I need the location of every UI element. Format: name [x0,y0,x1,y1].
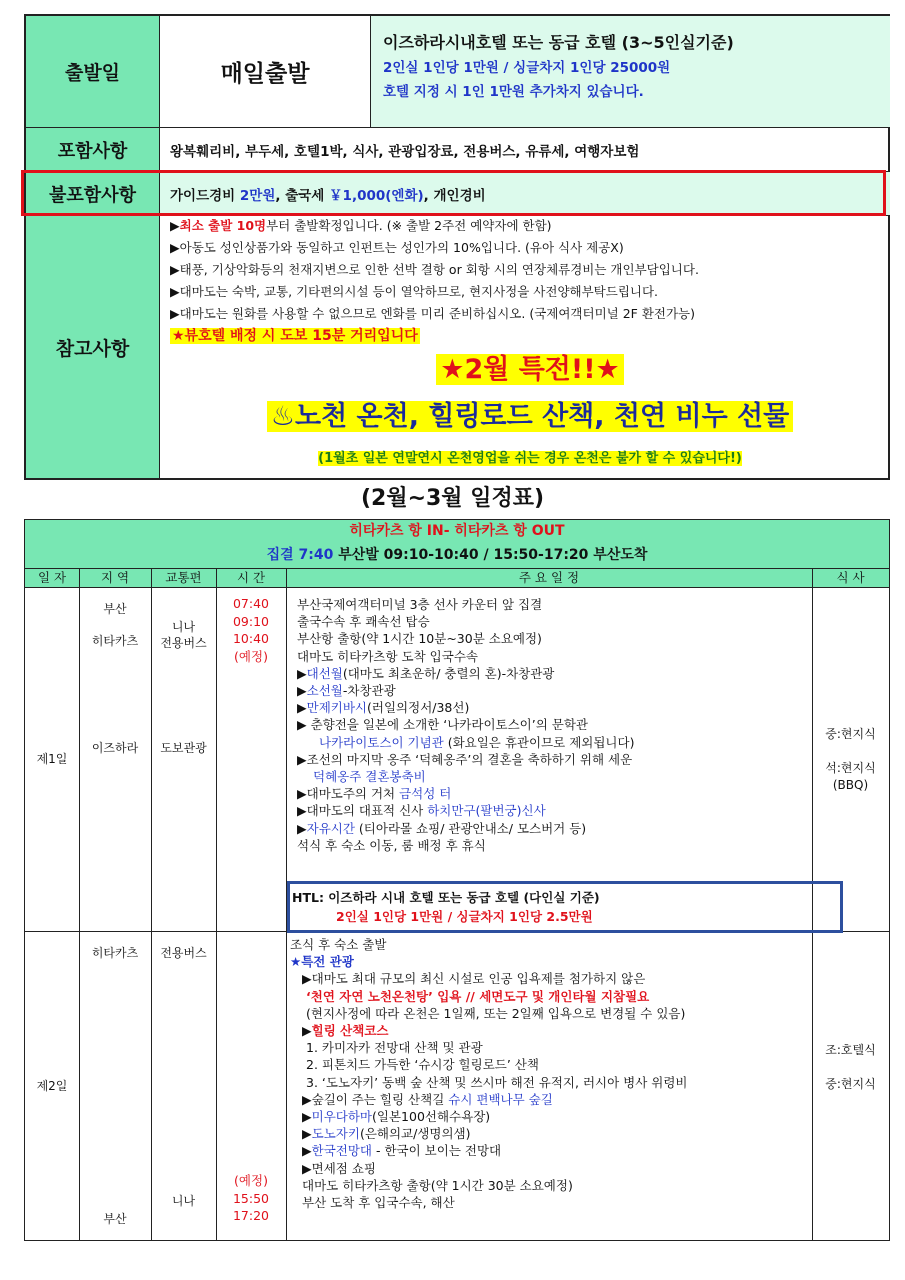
day1-line: ▶ 춘향전을 일본에 소개한 ‘나카라이토스이’의 문학관 [297,717,589,733]
day2-breakfast: 조:호텔식 [825,1043,876,1057]
day2-line: 대마도 히타카츠항 출항(약 1시간 30분 소요예정) [302,1177,573,1193]
day1-line: ▶대마도의 대표적 신사 하치만구(팔번궁)신사 [297,803,546,819]
day1-line: 부산국제여객터미널 3층 선사 카운터 앞 집결 [297,597,543,612]
day2-label: 제2일 [36,1079,68,1093]
day2-line: ▶대마도 최대 규모의 최신 시설로 인공 입욕제를 첨가하지 않은 [302,971,646,987]
day2-line: ▶힐링 산책코스 [302,1023,389,1039]
day1-dinner: 석:현지식 [825,761,876,775]
day2-line: (현지사정에 따라 온천은 1일째, 또는 2일째 입욕으로 변경될 수 있음) [306,1005,686,1021]
col-itinerary: 주 요 일 정 [518,570,580,585]
day2-itinerary [290,936,688,1211]
day2-line: 부산 도착 후 입국수속, 해산 [302,1195,455,1211]
schedule-table [24,519,890,1241]
day2-meals [812,1042,889,1093]
day1-line: ▶조선의 마지막 옹주 ‘덕혜옹주’의 결혼을 축하하기 위해 세운 [297,751,633,767]
day1-line: 석식 후 숙소 이동, 룸 배정 후 휴식 [297,837,486,853]
hotel-title: 이즈하라시내호텔 또는 동급 호텔 (3~5인실기준) [383,33,734,52]
day1-meals [812,726,889,794]
excluded-tax-amount: ￥1,000(엔화) [329,187,424,204]
note-weather: ▶태풍, 기상악화등의 천재지변으로 인한 선박 결항 or 회항 시의 연장체류경비는 개인부담입니다. [170,262,699,277]
day1-region-hitakatsu: 히타카츠 [91,634,139,648]
info-table [24,14,890,480]
col-meal: 식 사 [836,570,865,585]
day2-line: ▶도노자키(은해의교/생명의샘) [302,1126,471,1142]
day1-line: ▶소선월-차창관광 [297,683,396,699]
day2-line: 3. ‘도노자키’ 동백 숲 산책 및 쓰시마 해전 유적지, 러시아 병사 위령비 [306,1074,688,1090]
excluded-personal: , 개인경비 [423,187,486,204]
time-1720: 17:20 [232,1208,270,1223]
note-view-hotel: ★뷰호텔 배정 시 도보 15분 거리입니다 [172,328,418,344]
hotel-box-title: HTL: 이즈하라 시내 호텔 또는 동급 호텔 (다인실 기준) [292,890,600,905]
day1-line: ▶대마도주의 거처 금석성 터 [297,786,452,802]
meeting-info [25,544,889,566]
col-day: 일 자 [37,570,67,585]
day1-line: 부산항 출항(약 1시간 10분~30분 소요예정) [297,631,542,647]
day1-region-izuhara: 이즈하라 [91,741,139,755]
day2-line: 1. 카미자카 전망대 산책 및 관광 [306,1040,483,1056]
hotel-surcharge: 호텔 지정 시 1인 1만원 추가차지 있습니다. [383,84,644,100]
departure-label: 출발일 [26,16,160,128]
day2-region-busan: 부산 [103,1212,127,1226]
day1-transport-walk: 도보관광 [160,741,207,755]
day2-times [216,1172,286,1225]
notes-label: 참고사항 [26,216,160,478]
included-label: 포함사항 [26,128,160,172]
hotel-box-price: 2인실 1인당 1만원 / 싱글차지 1인당 2.5만원 [336,909,593,924]
day2-line: ★특전 관광 [290,954,354,970]
day1-transport-bus: 전용버스 [160,636,207,650]
day2-region-hitakatsu: 히타카츠 [91,946,139,960]
day1-lunch: 중:현지식 [825,727,876,741]
day2-line: ▶숲길이 주는 힐링 산책길 슈시 편백나무 숲길 [302,1091,553,1107]
day1-itinerary [297,596,634,854]
day1-line: ▶자유시간 (티아라몰 쇼핑/ 관광안내소/ 모스버거 등) [297,820,587,836]
excluded-label: 불포함사항 [26,172,160,216]
hotel-price: 2인실 1인당 1만원 / 싱글차지 1인당 25000원 [383,60,671,76]
time-1550: 15:50 [232,1190,270,1206]
day1-line: 나카라이토스이 기념관 (화요일은 휴관이므로 제외됩니다) [319,734,635,750]
time-estimate: (예정) [234,648,268,664]
day2-transport-nina: 니나 [171,1194,196,1208]
time-1040: 10:40 [232,631,270,646]
note-min-departure: ▶최소 출발 10명부터 출발확정입니다. (※ 출발 2주전 예약자에 한함) [170,218,552,233]
day1-line: 대마도 히타카츠항 도착 입국수속 [297,648,478,664]
notes-content [160,216,890,478]
day2-line: ▶미우다하마(일본100선해수욕장) [302,1109,491,1125]
hotel-box [287,881,843,933]
onsen-banner: ♨노천 온천, 힐링로드 산책, 천연 비누 선물 [267,401,793,432]
excluded-guide: 가이드경비 [170,187,240,204]
hotel-info [371,16,890,128]
day2-line: ▶면세점 쇼핑 [302,1160,376,1176]
day2-line: ▶한국전망대 - 한국이 보이는 전망대 [302,1143,502,1159]
excluded-guide-amount: 2만원 [239,187,276,204]
special-banner: ★2월 특전!!★ [436,354,623,385]
day2-line: 2. 피톤치드 가득한 ‘슈시강 힐링로드’ 산책 [306,1057,539,1073]
time-0910: 09:10 [232,613,270,629]
col-region: 지 역 [100,570,130,585]
note-min-highlight: 최소 출발 10명 [179,218,267,233]
route: 히타카츠 항 IN- 히타카츠 항 OUT [349,523,565,539]
day1-region-busan: 부산 [103,602,127,616]
day1-label: 제1일 [36,752,68,766]
onsen-note: (1월초 일본 연말연시 온천영업을 쉬는 경우 온천은 불가 할 수 있습니다!) [318,451,742,466]
day1-line: ▶대선월(대마도 최초운하/ 충렬의 혼)-차창관광 [297,665,555,681]
day1-transport-nina: 니나 [171,620,196,634]
departure-value: 매일출발 [160,16,371,128]
col-time: 시 간 [236,570,266,585]
included-value: 왕복훼리비, 부두세, 호텔1박, 식사, 관광입장료, 전용버스, 유류세, 여행자보험 [160,128,890,172]
day2-lunch: 중:현지식 [825,1077,876,1091]
excluded-highlight-box [21,170,886,216]
schedule-title: (2월~3월 일정표) [360,486,545,511]
day1-dinner-note: (BBQ) [832,778,869,792]
time-estimate: (예정) [234,1173,268,1188]
note-child: ▶아동도 성인상품가와 동일하고 인펀트는 성인가의 10%입니다. (유아 식사 제공X) [170,240,624,255]
time-0740: 07:40 [232,596,270,611]
day2-transport-bus: 전용버스 [160,946,207,960]
day1-line: 출국수속 후 쾌속선 탑승 [297,614,430,630]
col-transport: 교통편 [165,570,202,585]
day1-line: ▶만제키바시(러일의정서/38선) [297,700,470,716]
excluded-tax: , 출국세 [275,187,330,204]
day2-line: 조식 후 숙소 출발 [290,937,387,952]
day1-times [216,595,286,665]
ferry-times: 부산발 09:10-10:40 / 15:50-17:20 부산도착 [333,547,648,563]
note-currency: ▶대마도는 원화를 사용할 수 없으므로 엔화를 미리 준비하십시오. (국제여객터미널 2F 환전가능) [170,306,695,321]
day1-line: 덕혜옹주 결혼봉축비 [313,769,426,785]
note-facilities: ▶대마도는 숙박, 교통, 기타편의시설 등이 열악하므로, 현지사정을 사전양해부탁드립니다. [170,284,659,299]
meeting-time: 집결 7:40 [266,547,334,563]
day2-line: ‘천연 자연 노천온천탕’ 입욕 // 세면도구 및 개인타월 지참필요 [306,988,650,1004]
